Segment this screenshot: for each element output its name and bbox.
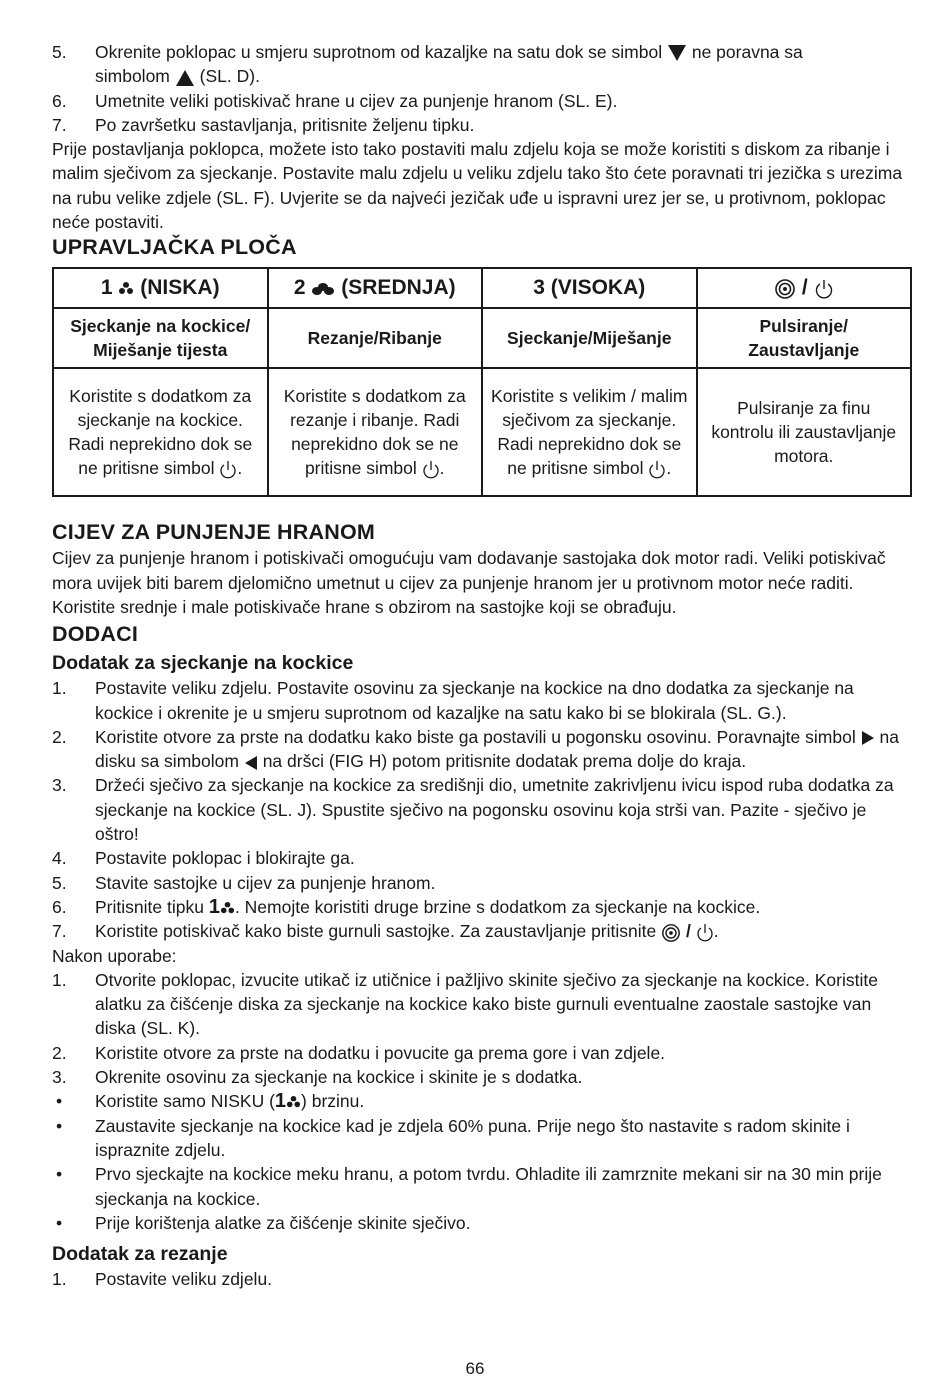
description-cell: Pulsiranje za finu kontrolu ili zaustavljanje motora. [697, 368, 912, 496]
bullet-item: • Prvo sjeckajte na kockice meku hranu, a potom tvrdu. Ohladite ili zamrznite mekani sir na 30 min prije sjeckanja na kockice. [56, 1164, 882, 1209]
list-item: 7. Po završetku sastavljanja, pritisnite željenu tipku. [52, 114, 475, 135]
after-use-label: Nakon uporabe: [52, 945, 177, 966]
list-item: 5. Stavite sastojke u cijev za punjenje hranom. [52, 872, 436, 893]
list-item: 2. Koristite otvore za prste na dodatku kako biste ga postavili u pogonsku osovinu. Poravnajte simbol na disku sa simbolom na dršci (FIG H) potom pritisnite dodatak prema dolje do kraja. [52, 726, 899, 772]
power-icon [422, 460, 440, 480]
list-item: 1. Postavite veliku zdjelu. [52, 1269, 273, 1290]
accessories-heading: DODACI [52, 622, 139, 647]
list-item: 3. Držeći sječivo za sjeckanje na kockice za središnji dio, umetnite zakrivljenu ivicu ispod ruba dodatka za sjeckanje na kockice (SL. J). Spustite sječivo na pogonsku osovinu koja strši van. Pazite - sječivo je oštro! [52, 775, 894, 845]
bullet-item: • Zaustavite sjeckanje na kockice kad je zdjela 60% puna. Prije nego što nastavite s radom skinite i ispraznite zdjelu. [56, 1115, 850, 1160]
function-cell: Sjeckanje na kockice/ Miješanje tijesta [53, 308, 268, 368]
intro-paragraph: Prije postavljanja poklopca, možete isto tako postaviti malu zdjelu koja se može koristiti s diskom za ribanje i malim sječivom za sjeckanje. Postavite malu zdjelu u veliku zdjelu tako što ćete poravnati tri jezička s urezima na rubu velike zdjele (SL. F). Uvjerite se da najveći jezičak uđe u ispravni urez jer se, u protivnom, poklopac neće postaviti. [52, 139, 903, 233]
low-speed-icon [286, 1095, 301, 1110]
list-item: 4. Postavite poklopac i blokirajte ga. [52, 848, 355, 869]
power-icon [696, 923, 714, 943]
speed-high-header: 3 (VISOKA) [482, 268, 697, 308]
list-item: 3. Okrenite osovinu za sjeckanje na kockice i skinite je s dodatka. [52, 1067, 583, 1088]
dicing-heading: Dodatak za sjeckanje na kockice [52, 652, 354, 675]
list-item: 1. Otvorite poklopac, izvucite utikač iz utičnice i pažljivo skinite sječivo za sjeckanje na kockice. Koristite alatku za čišćenje diska za sjeckanje na kockice kako biste gurnuli eventualne zaostale sastojke van diska (SL. K). [52, 969, 878, 1039]
triangle-right-icon [861, 730, 875, 746]
function-cell: Pulsiranje/ Zaustavljanje [697, 308, 912, 368]
function-cell: Rezanje/Ribanje [268, 308, 483, 368]
control-panel-heading: UPRAVLJAČKA PLOČA [52, 235, 297, 260]
low-speed-icon [220, 901, 235, 916]
description-cell: Koristite s dodatkom za sjeckanje na kockice. Radi neprekidno dok se ne pritisne simbol . [53, 368, 268, 496]
list-item: 2. Koristite otvore za prste na dodatku i povucite ga prema gore i van zdjele. [52, 1042, 666, 1063]
triangle-up-icon [175, 69, 195, 87]
description-cell: Koristite s dodatkom za rezanje i ribanje. Radi neprekidno dok se ne pritisne simbol . [268, 368, 483, 496]
pulse-stop-header: / [697, 268, 912, 308]
feed-tube-paragraph: Koristite srednje i male potiskivače hrane s obzirom na sastojke koji se obrađuju. [52, 596, 677, 617]
description-cell: Koristite s velikim / malim sječivom za sjeckanje. Radi neprekidno dok se ne pritisne simbol . [482, 368, 697, 496]
speed-low-header: 1 (NISKA) [53, 268, 268, 308]
function-cell: Sjeckanje/Miješanje [482, 308, 697, 368]
list-item: 6. Pritisnite tipku 1 . Nemojte koristiti druge brzine s dodatkom za sjeckanje na kockice. [52, 895, 761, 918]
triangle-down-icon [667, 44, 687, 62]
list-item: 5. Okrenite poklopac u smjeru suprotnom od kazaljke na satu dok se simbol ne poravna sa simbolom (SL. D). [52, 42, 803, 87]
control-panel-table [52, 267, 912, 497]
power-icon [648, 460, 666, 480]
medium-speed-icon [311, 281, 335, 297]
slicing-heading: Dodatak za rezanje [52, 1243, 228, 1266]
page-number: 66 [465, 1359, 485, 1378]
document-page [52, 40, 914, 1291]
low-speed-icon [118, 281, 134, 297]
pulse-icon [661, 923, 681, 943]
list-item: 1. Postavite veliku zdjelu. Postavite osovinu za sjeckanje na kockice na dno dodatka za sjeckanje na kockice i okrenite je u smjeru suprotnom od kazaljke na satu kako bi se blokirala (SL. G.). [52, 678, 854, 723]
speed-medium-header: 2 (SREDNJA) [268, 268, 483, 308]
pulse-icon [774, 278, 796, 300]
list-item: 6. Umetnite veliki potiskivač hrane u cijev za punjenje hranom (SL. E). [52, 90, 618, 111]
list-item: 7. Koristite potiskivač kako biste gurnuli sastojke. Za zaustavljanje pritisnite / . [52, 921, 719, 942]
power-icon [219, 460, 237, 480]
power-icon [814, 278, 834, 300]
bullet-item: • Prije korištenja alatke za čišćenje skinite sječivo. [56, 1212, 471, 1233]
feed-tube-paragraph: Cijev za punjenje hranom i potiskivači omogućuju vam dodavanje sastojaka dok motor radi. Veliki potiskivač mora uvijek biti barem djelomično umetnut u cijev za punjenje hranom jer u protivnom motor neće raditi. [52, 548, 886, 593]
feed-tube-heading: CIJEV ZA PUNJENJE HRANOM [52, 520, 375, 545]
triangle-left-icon [244, 755, 258, 771]
bullet-item: • Koristite samo NISKU (1 ) brzinu. [56, 1090, 365, 1113]
